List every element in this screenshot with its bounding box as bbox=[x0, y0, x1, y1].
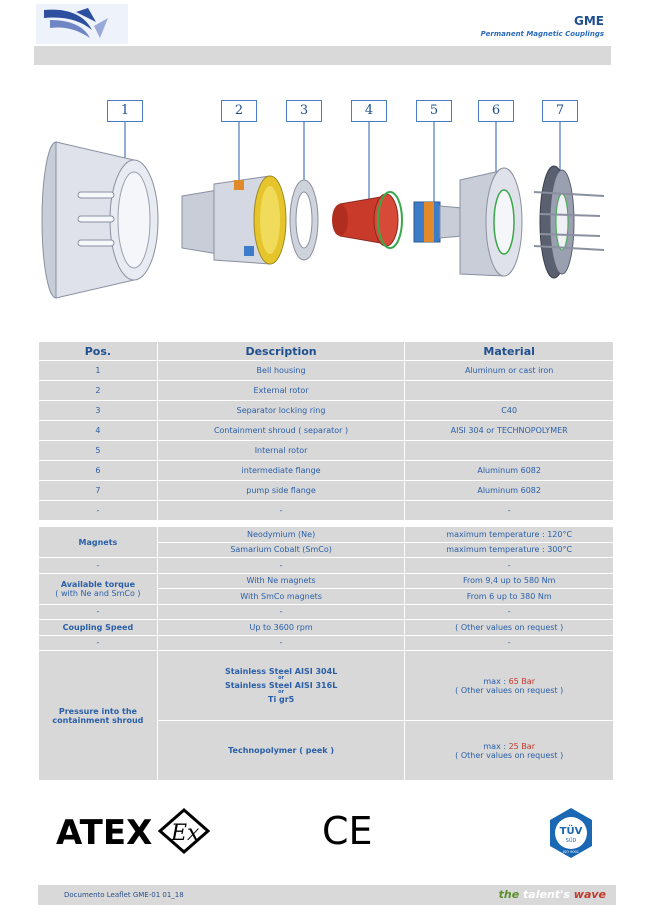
material-cell: - bbox=[405, 501, 614, 521]
table-row bbox=[39, 604, 614, 620]
containment-shroud-drawing bbox=[332, 192, 402, 248]
footer-bar bbox=[38, 885, 616, 905]
torque-label-line-2: ( with Ne and SmCo ) bbox=[55, 588, 141, 598]
poly-pressure-cell bbox=[405, 721, 614, 781]
table-row bbox=[39, 573, 614, 589]
description-cell: Containment shroud ( separator ) bbox=[157, 421, 405, 441]
dash-cell: - bbox=[405, 558, 614, 574]
header-pos: Pos. bbox=[39, 342, 158, 361]
magnet-type-cell: Neodymium (Ne) bbox=[157, 527, 405, 543]
pressure-label bbox=[39, 651, 158, 781]
pressure-label-line-1: Pressure into the bbox=[58, 706, 137, 716]
table-row bbox=[39, 635, 614, 651]
product-subtitle: Permanent Magnetic Couplings bbox=[480, 30, 604, 38]
pos-cell: 1 bbox=[39, 361, 158, 381]
table-row bbox=[39, 461, 614, 481]
torque-type-cell: With SmCo magnets bbox=[157, 589, 405, 605]
description-cell: Separator locking ring bbox=[157, 401, 405, 421]
table-row bbox=[39, 441, 614, 461]
dash-cell: - bbox=[39, 635, 158, 651]
pos-cell: 4 bbox=[39, 421, 158, 441]
material-cell: Aluminum or cast iron bbox=[405, 361, 614, 381]
steel-pressure-cell bbox=[405, 651, 614, 721]
magnets-label: Magnets bbox=[39, 527, 158, 558]
pos-cell: - bbox=[39, 501, 158, 521]
description-cell: pump side flange bbox=[157, 481, 405, 501]
document-reference: Documento Leaflet GME-01 01_18 bbox=[64, 891, 184, 899]
tuv-text: TÜV bbox=[559, 826, 583, 837]
material-cell: AISI 304 or TECHNOPOLYMER bbox=[405, 421, 614, 441]
poly-max-value: 25 Bar bbox=[508, 741, 535, 751]
exploded-view bbox=[34, 96, 614, 308]
ex-text: Ex bbox=[171, 821, 200, 846]
ce-text: CE bbox=[322, 810, 373, 850]
table-row bbox=[39, 620, 614, 636]
speed-value: Up to 3600 rpm bbox=[157, 620, 405, 636]
table-row bbox=[39, 361, 614, 381]
material-cell bbox=[405, 441, 614, 461]
part-label-7: 7 bbox=[542, 100, 578, 122]
iso-text: ISO 9001 bbox=[562, 850, 580, 854]
exploded-drawing bbox=[34, 96, 614, 308]
magnet-temp-cell: maximum temperature : 300°C bbox=[405, 542, 614, 558]
technopolymer-cell: Technopolymer ( peek ) bbox=[157, 721, 405, 781]
or-text: or bbox=[278, 689, 285, 695]
speed-label: Coupling Speed bbox=[39, 620, 158, 636]
table-row bbox=[39, 558, 614, 574]
material-cell: C40 bbox=[405, 401, 614, 421]
steel-max-value: 65 Bar bbox=[508, 676, 535, 686]
table-row bbox=[39, 481, 614, 501]
description-cell: External rotor bbox=[157, 381, 405, 401]
part-label-6: 6 bbox=[478, 100, 514, 122]
tagline-word-1: the bbox=[498, 888, 524, 901]
pos-cell: 7 bbox=[39, 481, 158, 501]
pos-cell: 5 bbox=[39, 441, 158, 461]
part-label-4: 4 bbox=[351, 100, 387, 122]
torque-range-cell: From 9,4 up to 580 Nm bbox=[405, 573, 614, 589]
table-row bbox=[39, 421, 614, 441]
poly-request-note: ( Other values on request ) bbox=[455, 750, 564, 760]
description-cell: Internal rotor bbox=[157, 441, 405, 461]
steel-304l: Stainless Steel AISI 304L bbox=[224, 667, 338, 676]
table-row bbox=[39, 501, 614, 521]
dash-cell: - bbox=[405, 604, 614, 620]
part-label-3: 3 bbox=[286, 100, 322, 122]
speed-note: ( Other values on request ) bbox=[405, 620, 614, 636]
torque-type-cell: With Ne magnets bbox=[157, 573, 405, 589]
or-text: or bbox=[278, 675, 285, 681]
bell-housing-drawing bbox=[42, 142, 158, 298]
pos-cell: 2 bbox=[39, 381, 158, 401]
poly-max-prefix: max : bbox=[483, 741, 509, 751]
header-description: Description bbox=[157, 342, 405, 361]
header-bar bbox=[34, 46, 611, 65]
ce-mark bbox=[322, 810, 374, 850]
specs-table bbox=[38, 526, 614, 781]
part-label-1: 1 bbox=[107, 100, 143, 122]
material-cell: Aluminum 6082 bbox=[405, 481, 614, 501]
pressure-label-line-2: containment shroud bbox=[52, 715, 144, 725]
table-row bbox=[39, 527, 614, 543]
torque-range-cell: From 6 up to 380 Nm bbox=[405, 589, 614, 605]
steel-max-prefix: max : bbox=[483, 676, 509, 686]
parts-table bbox=[38, 341, 614, 521]
dash-cell: - bbox=[157, 558, 405, 574]
titanium-gr5: Ti gr5 bbox=[268, 695, 295, 704]
dash-cell: - bbox=[39, 558, 158, 574]
pos-cell: 3 bbox=[39, 401, 158, 421]
internal-rotor-drawing bbox=[414, 202, 462, 242]
tagline-word-2: talent's bbox=[523, 888, 574, 901]
sud-text: SÜD bbox=[565, 838, 577, 844]
table-row bbox=[39, 401, 614, 421]
material-cell bbox=[405, 381, 614, 401]
magnet-type-cell: Samarium Cobalt (SmCo) bbox=[157, 542, 405, 558]
dash-cell: - bbox=[405, 635, 614, 651]
product-code: GME bbox=[574, 14, 604, 28]
torque-label-line-1: Available torque bbox=[60, 579, 136, 589]
atex-text: ATEX bbox=[56, 813, 153, 853]
steel-316l: Stainless Steel AISI 316L bbox=[224, 681, 338, 690]
parts-table-header bbox=[39, 342, 614, 361]
dash-cell: - bbox=[157, 635, 405, 651]
steel-materials-cell bbox=[157, 651, 405, 721]
tagline-word-3: wave bbox=[573, 888, 606, 901]
external-rotor-drawing bbox=[182, 176, 286, 264]
description-cell: intermediate flange bbox=[157, 461, 405, 481]
table-row bbox=[39, 381, 614, 401]
separator-ring-drawing bbox=[290, 180, 318, 260]
brand-block bbox=[481, 14, 604, 38]
tagline bbox=[499, 888, 606, 901]
table-row bbox=[39, 651, 614, 721]
tuv-logo bbox=[546, 806, 596, 860]
dash-cell: - bbox=[157, 604, 405, 620]
magnet-temp-cell: maximum temperature : 120°C bbox=[405, 527, 614, 543]
material-cell: Aluminum 6082 bbox=[405, 461, 614, 481]
part-label-2: 2 bbox=[221, 100, 257, 122]
dash-cell: - bbox=[39, 604, 158, 620]
steel-request-note: ( Other values on request ) bbox=[455, 685, 564, 695]
torque-label bbox=[39, 573, 158, 604]
description-cell: Bell housing bbox=[157, 361, 405, 381]
pos-cell: 6 bbox=[39, 461, 158, 481]
description-cell: - bbox=[157, 501, 405, 521]
company-logo bbox=[36, 4, 128, 44]
part-label-5: 5 bbox=[416, 100, 452, 122]
intermediate-flange-drawing bbox=[460, 168, 522, 276]
pump-side-flange-drawing bbox=[534, 166, 604, 278]
atex-logo bbox=[56, 806, 216, 856]
header-material: Material bbox=[405, 342, 614, 361]
